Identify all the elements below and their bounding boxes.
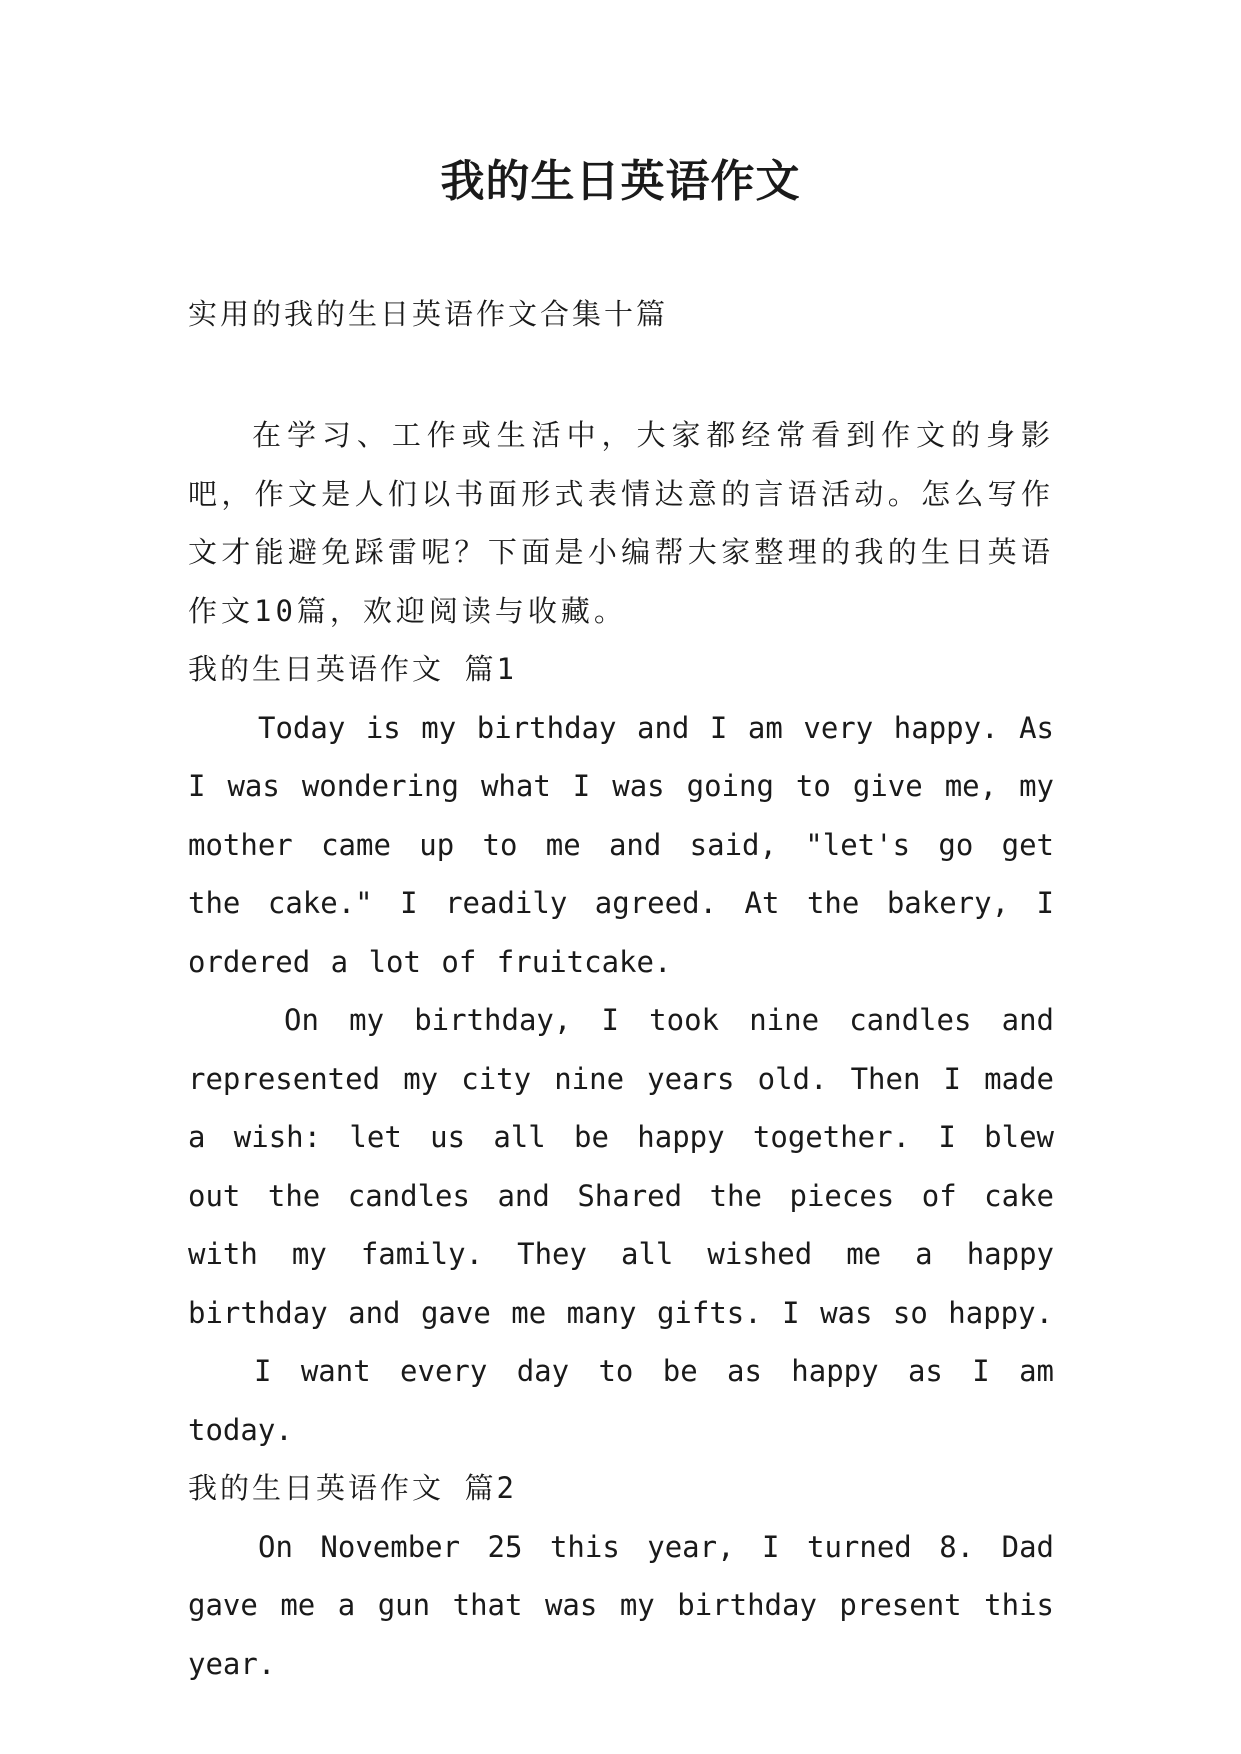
document-body bbox=[188, 406, 1054, 1693]
section-2-paragraph-1: On November 25 this year, I turned 8. Dad gave me a gun that was my birthday present this year. bbox=[188, 1529, 1054, 1681]
document-subtitle: 实用的我的生日英语作文合集十篇 bbox=[188, 297, 669, 331]
section-1-paragraph-1: Today is my birthday and I am very happy. As I was wondering what I was going to give me, my mother came up to me and said, "let's go get the cake." I readily agreed. At the bakery, I ordered a lot of fruitcake. bbox=[188, 710, 1054, 979]
section-heading-2: 我的生日英语作文 篇2 bbox=[188, 1471, 517, 1505]
intro-paragraph: 在学习、工作或生活中，大家都经常看到作文的身影吧，作文是人们以书面形式表情达意的言语活动。怎么写作文才能避免踩雷呢？下面是小编帮大家整理的我的生日英语作文10篇，欢迎阅读与收藏。 bbox=[188, 418, 1054, 628]
section-heading-1: 我的生日英语作文 篇1 bbox=[188, 652, 517, 686]
section-1-paragraph-3: I want every day to be as happy as I am today. bbox=[188, 1354, 1054, 1447]
section-1-paragraph-2: On my birthday, I took nine candles and represented my city nine years old. Then I made a wish: let us all be happy together. I blew out the candles and Shared the pieces of cake with my family. They all wished me a happy birthday and gave me many gifts. I was so happy. bbox=[188, 1003, 1054, 1330]
document-title: 我的生日英语作文 bbox=[440, 156, 801, 207]
